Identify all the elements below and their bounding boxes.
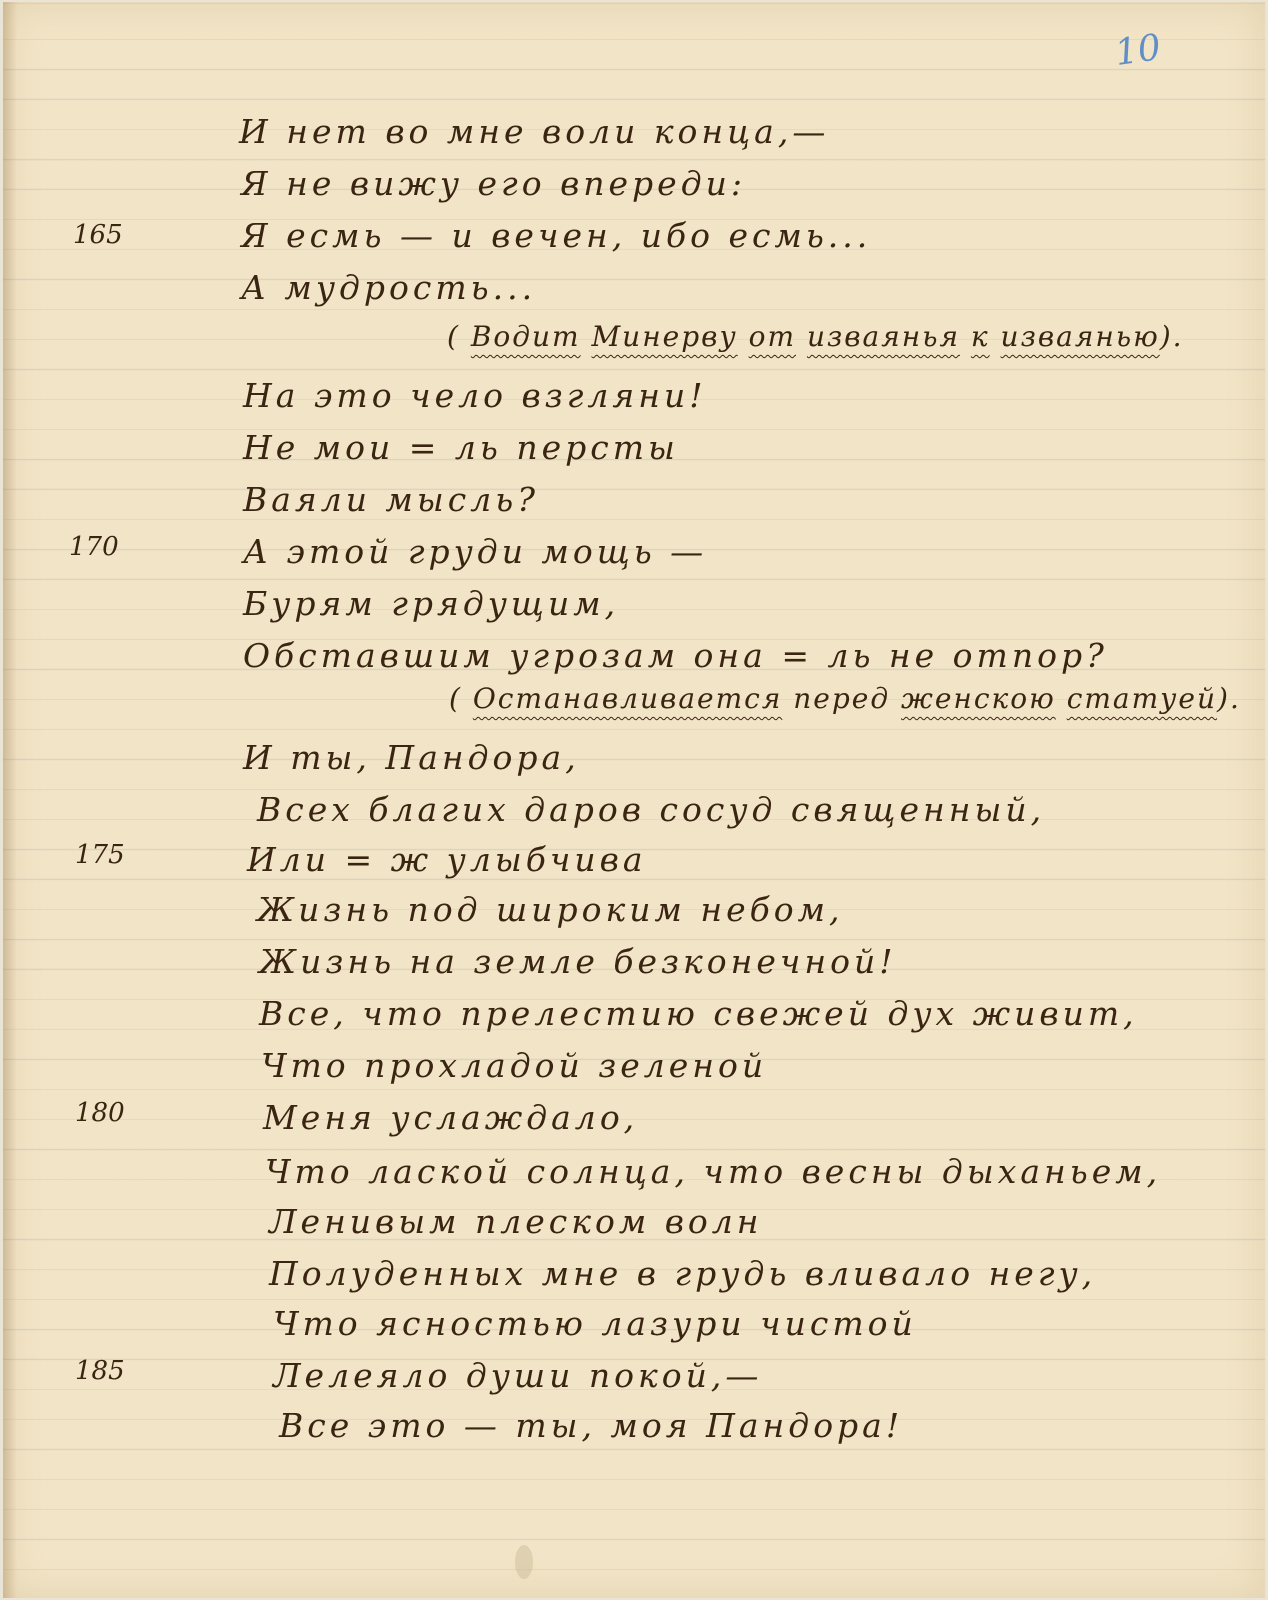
stage-direction-word: от bbox=[748, 320, 797, 353]
verse-line: Что ясностью лазури чистой bbox=[273, 1304, 917, 1343]
line-number: 185 bbox=[75, 1356, 125, 1386]
verse-line: На это чело взгляни! bbox=[243, 376, 707, 415]
verse-line: Бурям грядущим, bbox=[243, 584, 620, 623]
paper-edge-shadow bbox=[3, 2, 17, 1598]
stage-direction-word: Минерву bbox=[591, 320, 738, 353]
stage-direction-word: Водит bbox=[470, 320, 581, 353]
verse-line: Я не вижу его впереди: bbox=[241, 164, 746, 203]
verse-line: Ваяли мысль? bbox=[243, 480, 539, 519]
verse-line: Всех благих даров сосуд священный, bbox=[257, 790, 1046, 829]
line-number: 165 bbox=[73, 220, 123, 250]
stage-direction bbox=[449, 682, 1241, 715]
verse-line: Жизнь под широким небом, bbox=[257, 890, 844, 929]
verse-line: И нет во мне воли конца,— bbox=[239, 112, 830, 151]
stage-direction-open: ( bbox=[447, 320, 460, 353]
stage-direction-word: Останавливается bbox=[472, 682, 783, 715]
stage-direction-word: перед bbox=[793, 682, 891, 715]
verse-line: А мудрость... bbox=[241, 268, 537, 307]
verse-line: Меня услаждало, bbox=[263, 1098, 639, 1137]
stage-direction-word: изваянья bbox=[806, 320, 960, 353]
ink-smudge bbox=[515, 1545, 533, 1579]
stage-direction-open: ( bbox=[449, 682, 462, 715]
verse-line: Что прохладой зеленой bbox=[261, 1046, 768, 1085]
stage-direction-word: статуей bbox=[1066, 682, 1218, 715]
verse-line: Лелеяло души покой,— bbox=[273, 1356, 763, 1395]
verse-line: Жизнь на земле безконечной! bbox=[259, 942, 897, 981]
verse-line: Полуденных мне в грудь вливало негу, bbox=[269, 1254, 1097, 1293]
verse-line: И ты, Пандора, bbox=[243, 738, 580, 777]
line-number: 170 bbox=[69, 532, 119, 562]
verse-line: Не мои = ль персты bbox=[243, 428, 679, 467]
verse-line: Обставшим угрозам она = ль не отпор? bbox=[243, 636, 1108, 675]
stage-direction-word: изваянью bbox=[1000, 320, 1160, 353]
verse-line: Что лаской солнца, что весны дыханьем, bbox=[265, 1152, 1162, 1191]
stage-direction-word: женскою bbox=[901, 682, 1056, 715]
verse-line: Все, что прелестию свежей дух живит, bbox=[259, 994, 1138, 1033]
line-number: 175 bbox=[75, 840, 125, 870]
stage-direction bbox=[447, 320, 1184, 353]
stage-direction-word: к bbox=[970, 320, 990, 353]
stage-direction-close: ). bbox=[1159, 320, 1184, 353]
manuscript-page bbox=[3, 2, 1265, 1598]
page-number: 10 bbox=[1112, 27, 1164, 74]
verse-line: Или = ж улыбчива bbox=[247, 840, 647, 879]
verse-line: А этой груди мощь — bbox=[243, 532, 708, 571]
verse-line: Все это — ты, моя Пандора! bbox=[279, 1406, 904, 1445]
stage-direction-close: ). bbox=[1217, 682, 1241, 715]
line-number: 180 bbox=[75, 1098, 125, 1128]
verse-line: Ленивым плеском волн bbox=[269, 1202, 763, 1241]
verse-line: Я есмь — и вечен, ибо есмь... bbox=[241, 216, 872, 255]
